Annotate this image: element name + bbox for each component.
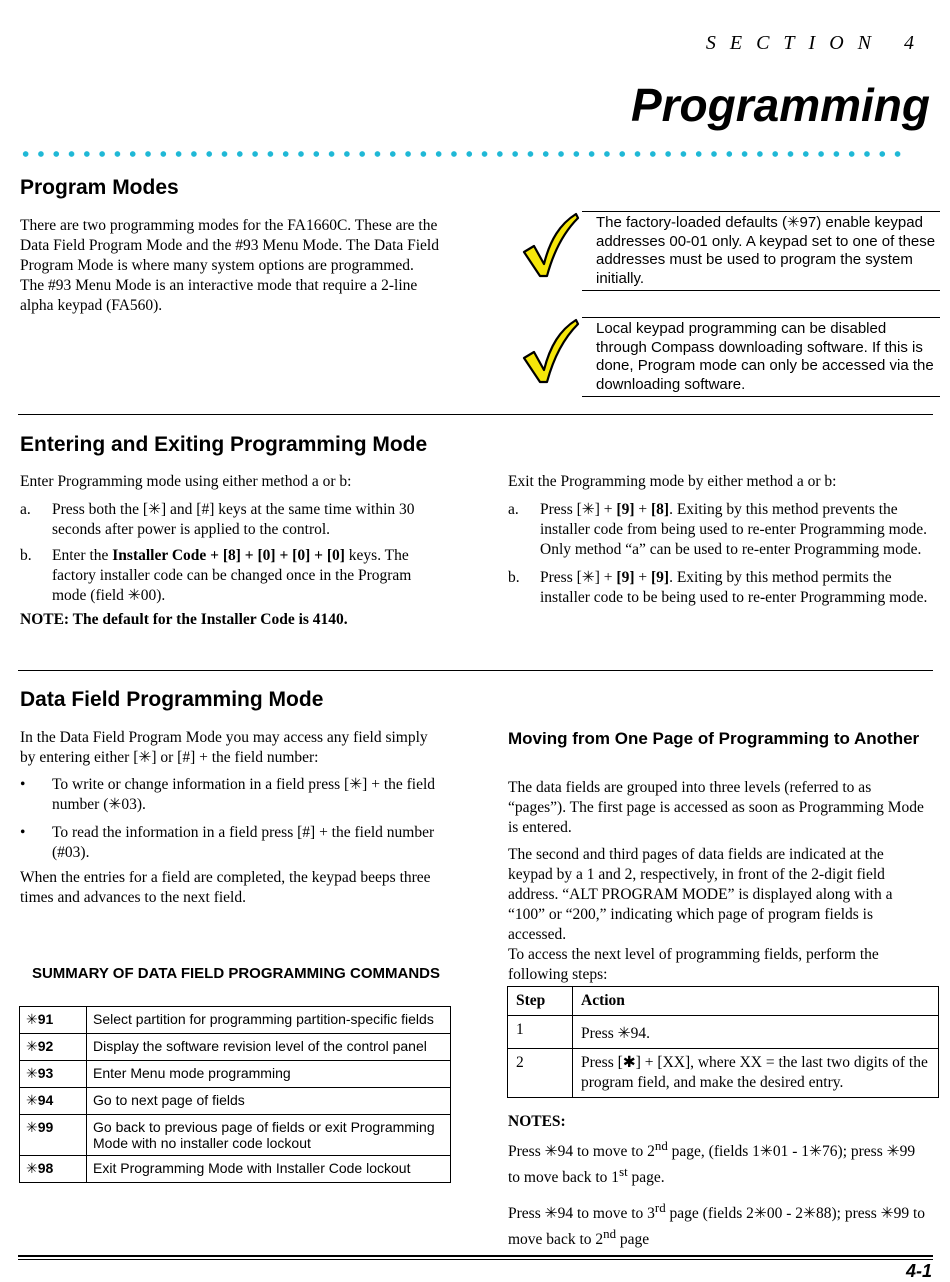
- summary-title: SUMMARY OF DATA FIELD PROGRAMMING COMMANDS: [31, 965, 441, 982]
- command-code: ✳99: [20, 1115, 87, 1156]
- note-text: page, (fields 1✳01 - 1✳76); press ✳99 to move back to 1: [508, 1143, 916, 1187]
- moving-heading: Moving from One Page of Programming to Another: [508, 729, 920, 748]
- step-action: Press ✳94.: [573, 1016, 939, 1049]
- command-desc: Go to next page of fields: [87, 1088, 451, 1115]
- note-text: Press ✳94 to move to 3: [508, 1205, 655, 1223]
- exit-plus: +: [634, 569, 651, 586]
- moving-paragraph-2: The second and third pages of data fields are indicated at the keypad by a 1 and 2, respectively, in front of the 2-digit field address. “ALT PROGRAM MODE” is displayed along with a “100” or “200,” indicating which page of program fields is accessed.: [508, 846, 893, 943]
- ordinal-suffix: nd: [603, 1226, 617, 1242]
- data-field-heading: Data Field Programming Mode: [20, 688, 324, 711]
- command-desc: Exit Programming Mode with Installer Code lockout: [87, 1156, 451, 1183]
- exit-key-9: [9]: [616, 569, 635, 586]
- list-marker: b.: [20, 547, 32, 564]
- step-action: Press [✱] + [XX], where XX = the last two digits of the program field, and make the desired entry.: [573, 1049, 939, 1098]
- list-marker: a.: [20, 501, 31, 518]
- page-number: 4-1: [905, 1261, 932, 1281]
- section-divider: [18, 414, 933, 415]
- table-row: [20, 1034, 451, 1061]
- note-text: page.: [627, 1169, 665, 1187]
- ordinal-suffix: rd: [654, 1200, 666, 1216]
- note-text: Press ✳94 to move to 2: [508, 1143, 655, 1161]
- exit-plus: +: [634, 501, 651, 518]
- data-field-after: When the entries for a field are completed, the keypad beeps three times and advances to the next field.: [20, 869, 431, 906]
- command-desc: Select partition for programming partition-specific fields: [87, 1007, 451, 1034]
- exit-method-b: [508, 568, 928, 608]
- note-box-factory-defaults: The factory-loaded defaults (✳97) enable keypad addresses 00-01 only. A keypad set to one of these addresses must be used to program the system initially.: [582, 211, 940, 291]
- exit-method-a: [508, 500, 928, 560]
- installer-code-note: NOTE: The default for the Installer Code is 4140.: [20, 611, 348, 628]
- note-box-local-programming: Local keypad programming can be disabled through Compass downloading software. If this is done, Program mode can only be accessed via the downloading software.: [582, 317, 940, 397]
- program-modes-paragraph: There are two programming modes for the FA1660C. These are the Data Field Program Mode and the #93 Menu Mode. The Data Field Program Mode is where many system options are programmed. The #93 Menu Mode is an interactive mode that require a 2-line alpha keypad (FA560).: [20, 217, 439, 314]
- footer-rule: [18, 1255, 933, 1257]
- enter-method-b-post: keys. The factory installer code can be changed once in the Program mode (field ✳00).: [52, 547, 412, 604]
- steps-table: [507, 986, 939, 1098]
- command-code: ✳93: [20, 1061, 87, 1088]
- exit-key-9: [9]: [616, 501, 635, 518]
- command-code: ✳94: [20, 1088, 87, 1115]
- section-divider: [18, 670, 933, 671]
- command-code: ✳98: [20, 1156, 87, 1183]
- table-row: [508, 1016, 939, 1049]
- column-header-step: Step: [508, 987, 573, 1016]
- column-header-action: Action: [573, 987, 939, 1016]
- exit-intro: Exit the Programming mode by either method a or b:: [508, 473, 837, 490]
- list-marker: b.: [508, 569, 520, 586]
- command-desc: Enter Menu mode programming: [87, 1061, 451, 1088]
- enter-method-b-pre: Enter the: [52, 547, 113, 564]
- section-label: SECTION 4: [705, 32, 928, 54]
- enter-methods: [20, 472, 440, 630]
- exit-key-9-second: [9]: [650, 569, 670, 586]
- exit-method-a-pre: Press [✳] +: [540, 501, 617, 518]
- enter-method-a: [20, 500, 440, 540]
- bullet-icon: •: [20, 824, 26, 841]
- note-text: page (fields 2✳00 - 2✳88); press ✳99 to move back to 2: [508, 1205, 926, 1249]
- step-number: 2: [508, 1049, 573, 1098]
- checkmark-icon: [520, 316, 580, 391]
- moving-paragraph-3: To access the next level of programming fields, perform the following steps:: [508, 946, 879, 983]
- ordinal-suffix: st: [619, 1164, 628, 1180]
- page-title: Programming: [630, 79, 930, 131]
- command-code: ✳92: [20, 1034, 87, 1061]
- command-desc: Go back to previous page of fields or exit Programming Mode with no installer code lockout: [87, 1115, 451, 1156]
- moving-paragraph-1: The data fields are grouped into three levels (referred to as “pages”). The first page is accessed as soon as Programming Mode is entered.: [508, 779, 924, 836]
- note-text: page: [616, 1231, 650, 1249]
- bullet-item-read: [20, 823, 440, 863]
- table-row: [508, 1049, 939, 1098]
- dotted-divider: [18, 149, 906, 159]
- exit-method-b-post: . Exiting by this method permits the installer code to be being used to re-enter Programming mode.: [540, 569, 928, 606]
- bullet-text: To write or change information in a field press [✳] + the field number (✳03).: [52, 776, 436, 813]
- bullet-icon: •: [20, 776, 26, 793]
- table-header-row: [508, 987, 939, 1016]
- footer-rule-thin: [18, 1259, 933, 1260]
- enter-method-a-text: Press both the [✳] and [#] keys at the same time within 30 seconds after power is applied to the control.: [52, 501, 415, 538]
- summary-table: [19, 1006, 451, 1183]
- step-number: 1: [508, 1016, 573, 1049]
- installer-code-keys: Installer Code + [8] + [0] + [0] + [0]: [112, 547, 345, 564]
- table-row: [20, 1156, 451, 1183]
- table-row: [20, 1115, 451, 1156]
- table-row: [20, 1007, 451, 1034]
- enter-intro: Enter Programming mode using either method a or b:: [20, 473, 352, 490]
- command-code: ✳91: [20, 1007, 87, 1034]
- bullet-item-write: [20, 775, 440, 815]
- notes-label: NOTES:: [508, 1113, 566, 1130]
- note-page-2: [508, 1136, 928, 1188]
- enter-method-b: [20, 546, 440, 606]
- data-field-content: [20, 728, 440, 908]
- exit-methods: [508, 472, 928, 608]
- moving-content: [508, 778, 928, 985]
- entering-exiting-heading: Entering and Exiting Programming Mode: [20, 433, 428, 456]
- exit-method-b-pre: Press [✳] +: [540, 569, 617, 586]
- data-field-intro: In the Data Field Program Mode you may access any field simply by entering either [✳] or [#] + the field number:: [20, 729, 428, 766]
- list-marker: a.: [508, 501, 519, 518]
- note-page-3: [508, 1198, 928, 1250]
- program-modes-heading: Program Modes: [20, 176, 179, 199]
- command-desc: Display the software revision level of the control panel: [87, 1034, 451, 1061]
- exit-method-a-post: . Exiting by this method prevents the installer code from being used to re-enter Programming mode. Only method “a” can be used to re-enter Programming mode.: [540, 501, 927, 558]
- table-row: [20, 1061, 451, 1088]
- checkmark-icon: [520, 210, 580, 285]
- ordinal-suffix: nd: [654, 1138, 668, 1153]
- exit-key-8: [8]: [650, 501, 670, 518]
- moving-notes: [508, 1112, 928, 1251]
- table-row: [20, 1088, 451, 1115]
- bullet-text: To read the information in a field press [#] + the field number (#03).: [52, 824, 435, 861]
